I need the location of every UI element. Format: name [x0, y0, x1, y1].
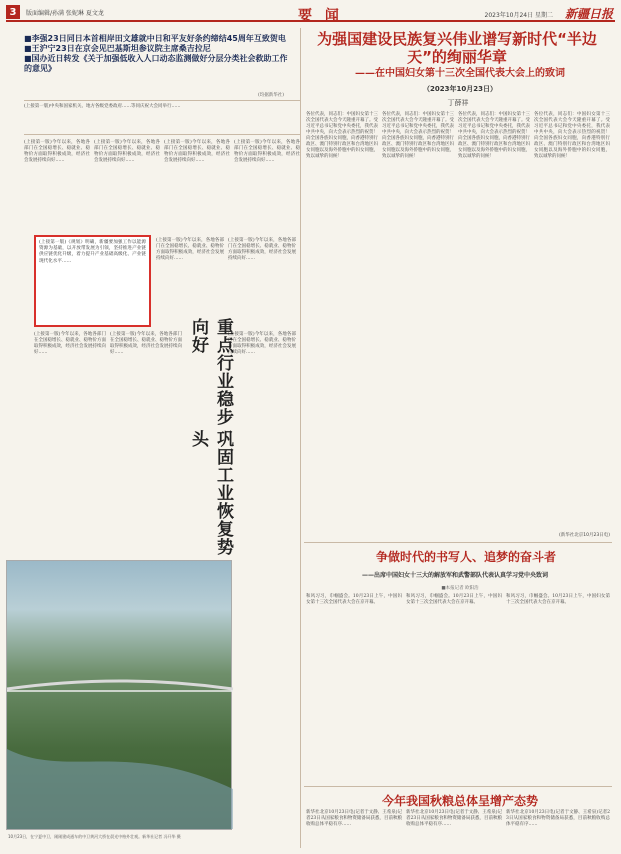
news-photo[interactable]: [6, 560, 232, 830]
vertical-headline-line: 重点行业稳步向好: [188, 318, 233, 426]
article-column: 和风习习，巾帼盛会。10月23日上午，中国妇女第十三次全国代表大会在京开幕。: [506, 594, 610, 605]
highlight-box: [34, 235, 151, 327]
article-column: (上接第一版)今年以来，各地各部门在全国稳增长、稳就业、稳物价方面取得积极成效，经济社会发展持续向好……: [156, 238, 224, 261]
speech-author: 丁薛祥: [447, 99, 469, 107]
main-headline[interactable]: 为强国建设民族复兴伟业谱写新时代“半边天”的绚丽华章: [317, 30, 597, 66]
section-title: 要 闻: [298, 8, 343, 24]
second-headline[interactable]: 争做时代的书写人、追梦的奋斗者: [375, 550, 556, 564]
article-column: (上接第一版)今年以来，各地各部门在全国稳增长、稳就业、稳物价方面取得积极成效，经济社会发展持续向好……: [164, 140, 230, 163]
brief-item[interactable]: ■李强23日同日本首相岸田文雄就中日和平友好条约缔结45周年互致贺电: [24, 34, 286, 43]
main-editor-note: (新华社北京10月23日电): [559, 533, 610, 538]
third-headline[interactable]: 今年我国秋粮总体呈增产态势: [381, 794, 538, 808]
river-graphic: [7, 709, 233, 829]
article-column: 新华社北京10月23日电(记者于文静、王希泉)记者23日从国家粮食和物资储备局获悉，目前秋粮收购总体平稳有序……: [306, 810, 402, 827]
news-briefs: [24, 34, 294, 74]
article-column: 各位代表，同志们：中国妇女第十三次全国代表大会今天隆重开幕了。受习近平总书记和党中央委托，我代表中共中央，向大会表示热烈的祝贺！向全国各族妇女同胞，向香港特别行政区、澳门特别行政区和台湾地区妇女同胞以及海外侨胞中的妇女同胞，致以诚挚的问候！: [534, 112, 610, 159]
briefs-credit: (均据新华社): [258, 93, 285, 98]
brief-item[interactable]: ■王沪宁23日在京会见巴基斯坦参议院主席桑吉拉尼: [24, 44, 211, 53]
briefs-extra-text: (上接第一版)中央和国家机关、地方各级党委政府……等同庆祝大会同举行……: [24, 104, 181, 109]
article-column: (上接第一版)今年以来，各地各部门在全国稳增长、稳就业、稳物价方面取得积极成效，经济社会发展持续向好……: [110, 332, 182, 355]
second-subtitle: ——出席中国妇女十三大的解放军和武警部队代表认真学习党中央致词: [361, 572, 548, 579]
article-column: (上接第一版)今年以来，各地各部门在全国稳增长、稳就业、稳物价方面取得积极成效，经济社会发展持续向好……: [24, 140, 90, 163]
divider: [304, 542, 612, 543]
main-subtitle: ——在中国妇女第十三次全国代表大会上的致词: [355, 68, 565, 79]
brief-item[interactable]: ■国办近日转发《关于加强低收入人口动态监测做好分层分类社会救助工作的意见》: [24, 54, 288, 73]
photo-caption: 10月23日，在宁夏中卫，刚刚建成通车的中卫黄河大桥在晨光中格外壮观。新华社记者 冯开华 摄: [8, 834, 181, 839]
vertical-headline-2: [186, 430, 233, 558]
article-column: (上接第一版)今年以来，各地各部门在全国稳增长、稳就业、稳物价方面取得积极成效，经济社会发展持续向好……: [228, 238, 296, 261]
article-column: 新华社北京10月23日电(记者于文静、王希泉)记者23日从国家粮食和物资储备局获悉，目前秋粮收购总体平稳有序……: [506, 810, 610, 827]
divider: [24, 100, 300, 101]
page-number: 3: [6, 5, 20, 19]
newspaper-logo: 新疆日报: [564, 7, 613, 21]
article-column: 各位代表，同志们：中国妇女第十三次全国代表大会今天隆重开幕了。受习近平总书记和党中央委托，我代表中共中央，向大会表示热烈的祝贺！向全国各族妇女同胞，向香港特别行政区、澳门特别行政区和台湾地区妇女同胞以及海外侨胞中的妇女同胞，致以诚挚的问候！: [306, 112, 378, 159]
divider: [24, 134, 300, 135]
speech-date: （2023年10月23日）: [423, 85, 497, 93]
issue-date: 2023年10月24日 星期二: [484, 12, 553, 19]
article-column: 各位代表，同志们：中国妇女第十三次全国代表大会今天隆重开幕了。受习近平总书记和党中央委托，我代表中共中央，向大会表示热烈的祝贺！向全国各族妇女同胞，向香港特别行政区、澳门特别行政区和台湾地区妇女同胞以及海外侨胞中的妇女同胞，致以诚挚的问候！: [382, 112, 454, 159]
article-column: 和风习习，巾帼盛会。10月23日上午，中国妇女第十三次全国代表大会在京开幕。: [406, 594, 502, 605]
vertical-headline: [186, 318, 233, 428]
page-header: [6, 4, 615, 22]
article-column: 各位代表，同志们：中国妇女第十三次全国代表大会今天隆重开幕了。受习近平总书记和党中央委托，我代表中共中央，向大会表示热烈的祝贺！向全国各族妇女同胞，向香港特别行政区、澳门特别行政区和台湾地区妇女同胞以及海外侨胞中的妇女同胞，致以诚挚的问候！: [458, 112, 530, 159]
article-column: (上接第一版)今年以来，各地各部门在全国稳增长、稳就业、稳物价方面取得积极成效，经济社会发展持续向好……: [94, 140, 160, 163]
vertical-headline-line: 巩固工业恢复势头: [188, 430, 233, 556]
article-column: (上接第一版)今年以来，各地各部门在全国稳增长、稳就业、稳物价方面取得积极成效，经济社会发展持续向好……: [234, 140, 300, 163]
bridge-graphic: [7, 671, 233, 697]
article-column: 新华社北京10月23日电(记者于文静、王希泉)记者23日从国家粮食和物资储备局获悉，目前秋粮收购总体平稳有序……: [406, 810, 502, 827]
editor-meta: 版面编辑/孙满 张妮琳 夏文龙: [26, 9, 104, 17]
article-column: (上接第一版)今年以来，各地各部门在全国稳增长、稳就业、稳物价方面取得积极成效，经济社会发展持续向好……: [228, 332, 296, 355]
second-byline: ■本报记者 欧阳浩: [441, 586, 479, 591]
highlight-text: (上接第一版)《规划》明确，新疆要加强工作以能源资源为基础，以开放带发展为引领，坚持推进产业链供应链优化升级，着力提升产业基础高级化、产业链现代化水平……: [39, 240, 146, 264]
article-column: 和风习习，巾帼盛会。10月23日上午，中国妇女第十三次全国代表大会在京开幕。: [306, 594, 402, 605]
article-column: (上接第一版)今年以来，各地各部门在全国稳增长、稳就业、稳物价方面取得积极成效，经济社会发展持续向好……: [34, 332, 106, 355]
divider: [304, 786, 612, 787]
column-divider: [300, 28, 301, 848]
